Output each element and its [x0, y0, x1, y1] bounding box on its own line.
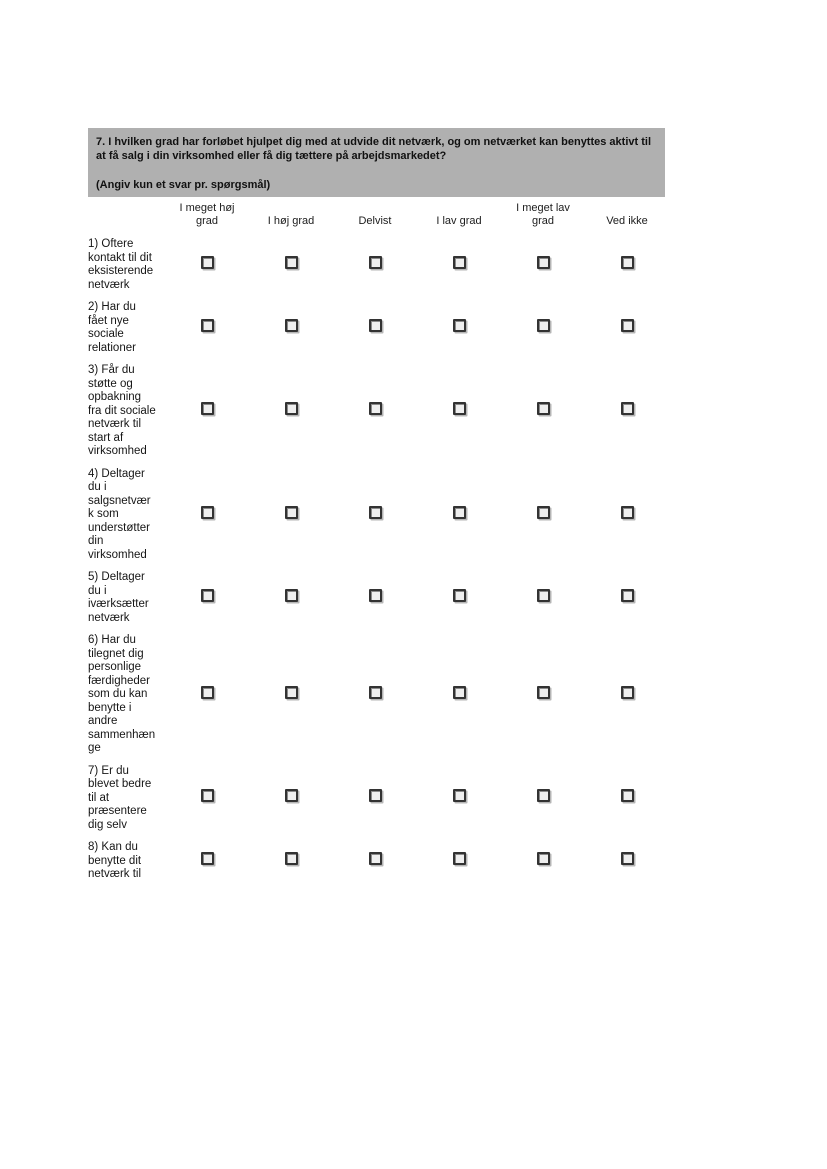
question-instruction: (Angiv kun et svar pr. spørgsmål) [96, 179, 271, 191]
checkbox[interactable] [285, 256, 298, 269]
checkbox[interactable] [285, 686, 298, 699]
checkbox-cell [417, 402, 501, 420]
checkbox-cell [249, 402, 333, 420]
checkbox[interactable] [453, 852, 466, 865]
checkbox[interactable] [453, 319, 466, 332]
checkbox[interactable] [285, 589, 298, 602]
table-row [88, 364, 669, 459]
row-label: 3) Får du støtte og opbakning fra dit sociale netværk til start af virksomhed [88, 364, 156, 457]
checkbox-cell [333, 256, 417, 274]
checkbox[interactable] [369, 589, 382, 602]
checkbox[interactable] [285, 789, 298, 802]
checkbox[interactable] [537, 256, 550, 269]
checkbox[interactable] [537, 319, 550, 332]
checkbox[interactable] [201, 589, 214, 602]
checkbox[interactable] [453, 402, 466, 415]
checkbox-cell [249, 852, 333, 870]
checkbox[interactable] [621, 319, 634, 332]
checkbox[interactable] [621, 402, 634, 415]
checkbox[interactable] [537, 589, 550, 602]
checkbox-cell [501, 256, 585, 274]
checkbox-cell [585, 686, 669, 704]
checkbox-cell [417, 256, 501, 274]
checkbox[interactable] [285, 852, 298, 865]
checkbox[interactable] [537, 402, 550, 415]
row-label: 8) Kan du benytte dit netværk til [88, 841, 142, 880]
row-label: 4) Deltager du i salgsnetværk som understøtter din virksomhed [88, 467, 151, 561]
checkbox[interactable] [621, 789, 634, 802]
checkbox[interactable] [621, 589, 634, 602]
checkbox[interactable] [201, 256, 214, 269]
checkbox[interactable] [537, 852, 550, 865]
checkbox-cell [417, 589, 501, 607]
checkbox-cell [501, 789, 585, 807]
checkbox-cell [585, 402, 669, 420]
checkbox-cell [249, 319, 333, 337]
checkbox-cell [249, 256, 333, 274]
checkbox-cell [249, 789, 333, 807]
column-header-hoj-grad: I høj grad [267, 215, 315, 227]
checkbox-cell [333, 589, 417, 607]
checkbox[interactable] [621, 686, 634, 699]
checkbox-cell [249, 686, 333, 704]
checkbox[interactable] [285, 319, 298, 332]
checkbox-cell [165, 319, 249, 337]
column-header-meget-hoj-grad: I meget høj grad [179, 202, 235, 227]
checkbox[interactable] [621, 852, 634, 865]
checkbox[interactable] [201, 789, 214, 802]
checkbox[interactable] [621, 506, 634, 519]
table-row [88, 634, 669, 756]
column-header-meget-lav-grad: I meget lav grad [516, 202, 570, 227]
checkbox-cell [501, 686, 585, 704]
checkbox[interactable] [369, 256, 382, 269]
table-row [88, 301, 669, 355]
checkbox-cell [585, 256, 669, 274]
checkbox-cell [333, 319, 417, 337]
checkbox-cell [333, 402, 417, 420]
table-row [88, 841, 669, 882]
column-header-delvist: Delvist [358, 215, 392, 227]
checkbox-cell [501, 852, 585, 870]
checkbox-cell [249, 589, 333, 607]
checkbox-cell [585, 506, 669, 524]
checkbox-cell [501, 402, 585, 420]
checkbox-cell [249, 506, 333, 524]
checkbox-cell [501, 506, 585, 524]
checkbox-cell [333, 506, 417, 524]
checkbox[interactable] [201, 686, 214, 699]
checkbox-cell [165, 589, 249, 607]
checkbox[interactable] [453, 686, 466, 699]
checkbox-cell [501, 319, 585, 337]
checkbox-cell [333, 789, 417, 807]
checkbox[interactable] [537, 686, 550, 699]
checkbox-cell [417, 686, 501, 704]
checkbox[interactable] [369, 402, 382, 415]
checkbox[interactable] [285, 402, 298, 415]
row-label: 7) Er du blevet bedre til at præsentere dig selv [88, 764, 152, 831]
checkbox-cell [165, 789, 249, 807]
table-row [88, 765, 669, 833]
table-row [88, 571, 669, 625]
checkbox-cell [165, 852, 249, 870]
checkbox-cell [585, 852, 669, 870]
row-label: 5) Deltager du i iværksætter netværk [88, 571, 149, 624]
checkbox[interactable] [201, 319, 214, 332]
checkbox-cell [333, 852, 417, 870]
table-row [88, 238, 669, 292]
checkbox-cell [585, 319, 669, 337]
checkbox[interactable] [453, 256, 466, 269]
column-header-ved-ikke: Ved ikke [606, 215, 648, 227]
checkbox[interactable] [453, 589, 466, 602]
checkbox-cell [501, 589, 585, 607]
checkbox-cell [585, 589, 669, 607]
checkbox[interactable] [285, 506, 298, 519]
checkbox[interactable] [369, 506, 382, 519]
checkbox-cell [165, 506, 249, 524]
checkbox[interactable] [537, 789, 550, 802]
checkbox-cell [165, 686, 249, 704]
checkbox-cell [585, 789, 669, 807]
checkbox-cell [417, 852, 501, 870]
checkbox-cell [417, 319, 501, 337]
row-label: 6) Har du tilegnet dig personlige færdigheder som du kan benytte i andre sammenhænge [88, 634, 156, 754]
checkbox[interactable] [453, 506, 466, 519]
checkbox[interactable] [369, 319, 382, 332]
checkbox[interactable] [201, 402, 214, 415]
checkbox-cell [333, 686, 417, 704]
row-label: 2) Har du fået nye sociale relationer [88, 301, 136, 354]
checkbox[interactable] [621, 256, 634, 269]
row-label: 1) Oftere kontakt til dit eksisterende netværk [88, 238, 154, 291]
checkbox[interactable] [201, 852, 214, 865]
table-header-row [88, 202, 669, 228]
checkbox-cell [417, 506, 501, 524]
checkbox[interactable] [369, 789, 382, 802]
question-text: 7. I hvilken grad har forløbet hjulpet dig med at udvide dit netværk, og om netværket kan benyttes aktivt til at få salg i din virksomhed eller få dig tættere på arbejdsmarkedet? [96, 136, 651, 162]
question-section [88, 128, 669, 891]
table-row [88, 468, 669, 563]
column-header-lav-grad: I lav grad [436, 215, 482, 227]
checkbox-cell [165, 256, 249, 274]
checkbox[interactable] [201, 506, 214, 519]
checkbox[interactable] [369, 686, 382, 699]
checkbox[interactable] [369, 852, 382, 865]
checkbox[interactable] [453, 789, 466, 802]
checkbox[interactable] [537, 506, 550, 519]
checkbox-cell [417, 789, 501, 807]
question-header-block [88, 128, 665, 197]
checkbox-cell [165, 402, 249, 420]
